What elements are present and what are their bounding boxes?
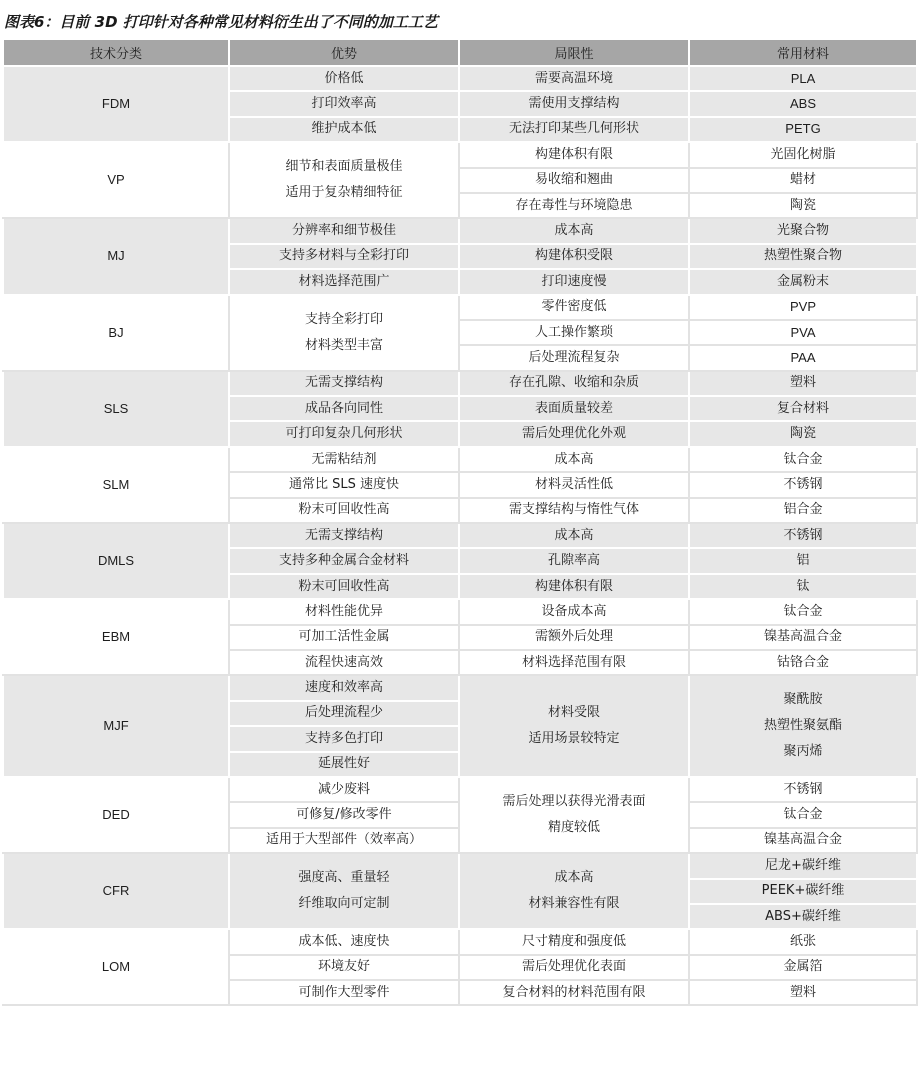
material-cell: 蜡材	[689, 168, 917, 193]
material-cell: 金属粉末	[689, 269, 917, 294]
advantage-cell: 流程快速高效	[229, 650, 459, 675]
advantage-cell: 价格低	[229, 66, 459, 91]
limitation-cell: 成本高	[459, 218, 689, 243]
limitation-cell: 存在毒性与环境隐患	[459, 193, 689, 218]
material-cell: 金属箔	[689, 955, 917, 980]
limitation-cell: 需后处理优化表面	[459, 955, 689, 980]
advantage-cell: 可打印复杂几何形状	[229, 421, 459, 446]
cell-line: 支持全彩打印	[304, 311, 383, 327]
cell-line: 成本高	[554, 870, 594, 886]
advantage-cell: 无需粘结剂	[229, 447, 459, 472]
material-cell: 塑料	[689, 371, 917, 396]
material-cell: 尼龙+碳纤维	[689, 853, 917, 878]
advantage-cell: 支持多材料与全彩打印	[229, 244, 459, 269]
advantage-cell: 粉末可回收性高	[229, 574, 459, 599]
limitation-cell: 零件密度低	[459, 295, 689, 320]
tech-category-cell: MJ	[3, 218, 229, 294]
advantage-cell: 支持多种金属合金材料	[229, 548, 459, 573]
advantage-cell: 材料性能优异	[229, 599, 459, 624]
limitation-cell: 人工操作繁琐	[459, 320, 689, 345]
material-cell: ABS	[689, 91, 917, 116]
tech-category-cell: EBM	[3, 599, 229, 675]
header-row	[3, 39, 917, 66]
limitation-cell: 孔隙率高	[459, 548, 689, 573]
limitation-cell: 需额外后处理	[459, 625, 689, 650]
limitation-cell: 构建体积受限	[459, 244, 689, 269]
advantage-cell: 速度和效率高	[229, 675, 459, 700]
material-cell: PEEK+碳纤维	[689, 879, 917, 904]
advantage-cell: 减少废料	[229, 777, 459, 802]
material-cell: 镍基高温合金	[689, 828, 917, 853]
cell-line: 适用场景较特定	[528, 731, 620, 747]
table-row	[3, 853, 917, 878]
table-row	[3, 66, 917, 91]
header-materials: 常用材料	[689, 39, 917, 66]
tech-category-cell: MJF	[3, 675, 229, 777]
material-cell: 陶瓷	[689, 193, 917, 218]
table-body	[3, 66, 917, 1005]
advantage-cell: 成品各向同性	[229, 396, 459, 421]
header-tech-category: 技术分类	[3, 39, 229, 66]
advantage-cell: 无需支撑结构	[229, 523, 459, 548]
table-row	[3, 142, 917, 167]
advantage-cell	[229, 142, 459, 218]
material-cell: 镍基高温合金	[689, 625, 917, 650]
advantage-cell: 可修复/修改零件	[229, 802, 459, 827]
table-row	[3, 777, 917, 802]
material-cell: 不锈钢	[689, 777, 917, 802]
advantage-cell: 支持多色打印	[229, 726, 459, 751]
advantage-cell: 延展性好	[229, 752, 459, 777]
limitation-cell: 后处理流程复杂	[459, 345, 689, 370]
cell-line: 适用于复杂精细特征	[285, 185, 403, 201]
limitation-cell: 需使用支撑结构	[459, 91, 689, 116]
advantage-cell: 打印效率高	[229, 91, 459, 116]
material-cell: 不锈钢	[689, 523, 917, 548]
material-cell: 铝	[689, 548, 917, 573]
table-row	[3, 675, 917, 700]
tech-category-cell: LOM	[3, 929, 229, 1005]
advantage-cell: 后处理流程少	[229, 701, 459, 726]
material-cell: PVA	[689, 320, 917, 345]
tech-category-cell: DMLS	[3, 523, 229, 599]
material-cell: 钛合金	[689, 599, 917, 624]
material-cell: 热塑性聚合物	[689, 244, 917, 269]
advantage-cell: 通常比 SLS 速度快	[229, 472, 459, 497]
material-cell: 光固化树脂	[689, 142, 917, 167]
cell-line: 热塑性聚氨酯	[763, 718, 842, 734]
cell-line: 精度较低	[547, 820, 600, 836]
limitation-cell: 成本高	[459, 447, 689, 472]
material-cell: 塑料	[689, 980, 917, 1005]
table-row	[3, 295, 917, 320]
material-cell: 复合材料	[689, 396, 917, 421]
tech-category-cell: CFR	[3, 853, 229, 929]
cell-line: 强度高、重量轻	[298, 870, 390, 886]
tech-category-cell: DED	[3, 777, 229, 853]
tech-category-cell: SLM	[3, 447, 229, 523]
advantage-cell: 维护成本低	[229, 117, 459, 142]
advantage-cell	[229, 295, 459, 371]
limitation-cell	[459, 777, 689, 853]
advantage-cell: 分辨率和细节极佳	[229, 218, 459, 243]
material-cell: PAA	[689, 345, 917, 370]
limitation-cell: 存在孔隙、收缩和杂质	[459, 371, 689, 396]
limitation-cell: 成本高	[459, 523, 689, 548]
advantage-cell: 可制作大型零件	[229, 980, 459, 1005]
limitation-cell: 无法打印某些几何形状	[459, 117, 689, 142]
advantage-cell: 材料选择范围广	[229, 269, 459, 294]
material-cell: 不锈钢	[689, 472, 917, 497]
header-advantages: 优势	[229, 39, 459, 66]
material-cell	[689, 675, 917, 777]
table-row	[3, 371, 917, 396]
tech-category-cell: FDM	[3, 66, 229, 142]
tech-category-cell: BJ	[3, 295, 229, 371]
advantage-cell: 适用于大型部件（效率高）	[229, 828, 459, 853]
limitation-cell: 构建体积有限	[459, 574, 689, 599]
advantage-cell: 无需支撑结构	[229, 371, 459, 396]
material-cell: 钴铬合金	[689, 650, 917, 675]
cell-line: 纤维取向可定制	[298, 896, 390, 912]
cell-line: 聚酰胺	[783, 692, 823, 708]
tech-category-cell: VP	[3, 142, 229, 218]
limitation-cell: 材料选择范围有限	[459, 650, 689, 675]
table-row	[3, 218, 917, 243]
figure-caption: 图表6：目前 3D 打印针对各种常见材料衍生出了不同的加工工艺	[4, 13, 438, 31]
table-row	[3, 447, 917, 472]
tech-category-cell: SLS	[3, 371, 229, 447]
advantage-cell: 粉末可回收性高	[229, 498, 459, 523]
limitation-cell	[459, 675, 689, 777]
table-row	[3, 599, 917, 624]
limitation-cell: 需支撑结构与惰性气体	[459, 498, 689, 523]
limitation-cell: 构建体积有限	[459, 142, 689, 167]
material-cell: PETG	[689, 117, 917, 142]
material-cell: PVP	[689, 295, 917, 320]
limitation-cell: 易收缩和翘曲	[459, 168, 689, 193]
header-limitations: 局限性	[459, 39, 689, 66]
material-cell: 钛合金	[689, 447, 917, 472]
limitation-cell: 打印速度慢	[459, 269, 689, 294]
cell-line: 聚丙烯	[783, 744, 823, 760]
limitation-cell: 需后处理优化外观	[459, 421, 689, 446]
material-cell: PLA	[689, 66, 917, 91]
cell-line: 细节和表面质量极佳	[285, 159, 403, 175]
material-cell: 纸张	[689, 929, 917, 954]
material-cell: 光聚合物	[689, 218, 917, 243]
limitation-cell: 材料灵活性低	[459, 472, 689, 497]
table-row	[3, 523, 917, 548]
advantage-cell: 成本低、速度快	[229, 929, 459, 954]
process-comparison-table	[2, 38, 918, 1006]
material-cell: 钛	[689, 574, 917, 599]
limitation-cell: 尺寸精度和强度低	[459, 929, 689, 954]
cell-line: 材料受限	[547, 705, 600, 721]
cell-line: 需后处理以获得光滑表面	[502, 794, 646, 810]
material-cell: 钛合金	[689, 802, 917, 827]
material-cell: 铝合金	[689, 498, 917, 523]
advantage-cell	[229, 853, 459, 929]
limitation-cell: 复合材料的材料范围有限	[459, 980, 689, 1005]
material-cell: 陶瓷	[689, 421, 917, 446]
material-cell: ABS+碳纤维	[689, 904, 917, 929]
advantage-cell: 可加工活性金属	[229, 625, 459, 650]
table-row	[3, 929, 917, 954]
cell-line: 材料兼容性有限	[528, 896, 620, 912]
limitation-cell: 表面质量较差	[459, 396, 689, 421]
limitation-cell: 需要高温环境	[459, 66, 689, 91]
limitation-cell: 设备成本高	[459, 599, 689, 624]
advantage-cell: 环境友好	[229, 955, 459, 980]
cell-line: 材料类型丰富	[304, 337, 383, 353]
limitation-cell	[459, 853, 689, 929]
